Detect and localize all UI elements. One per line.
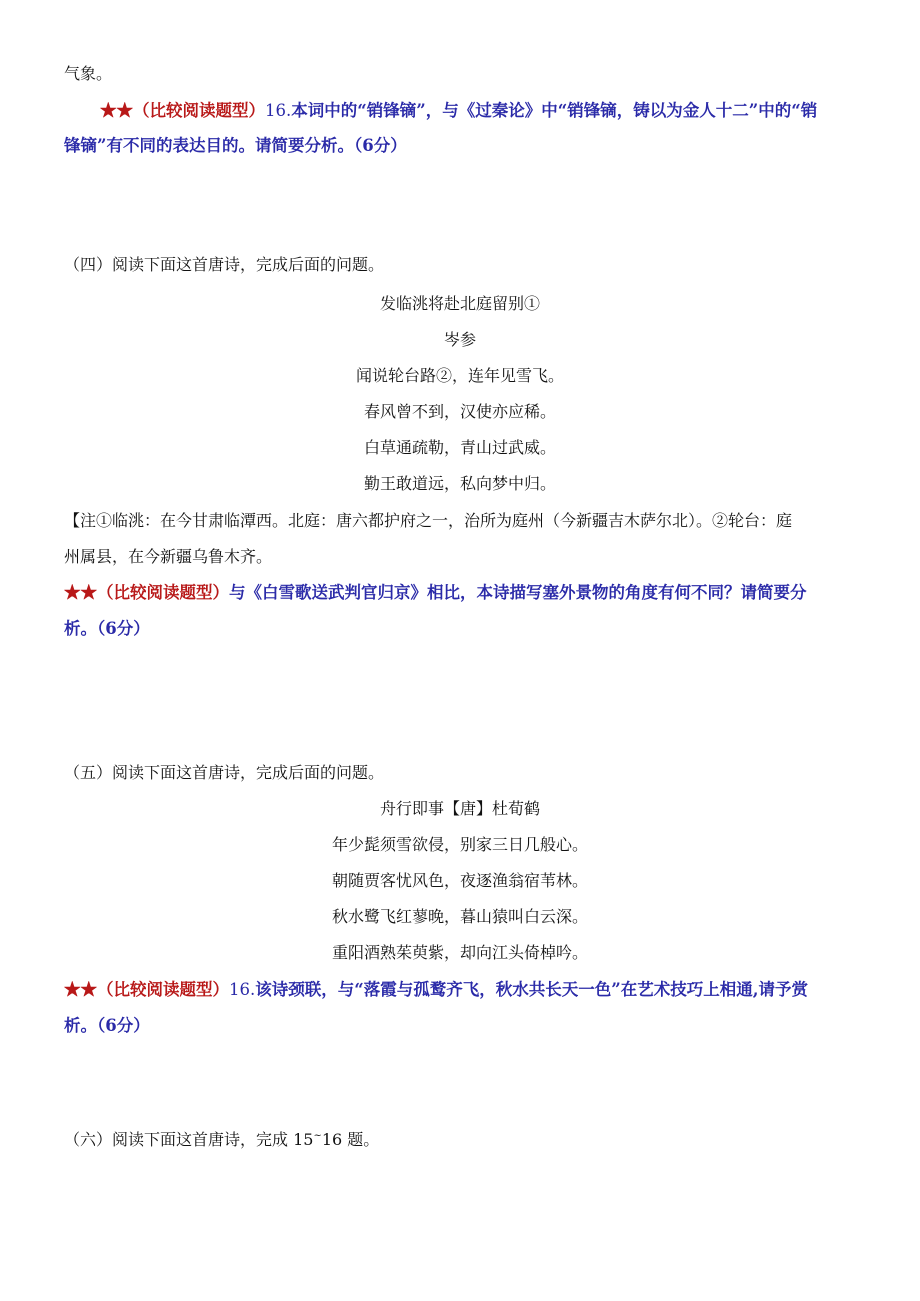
poem-5-title: 舟行即事【唐】杜荀鹤 — [379, 799, 540, 818]
question-number: 16. — [229, 980, 256, 999]
difficulty-stars: ★★ — [64, 980, 97, 999]
poem-4-note-line2: 州属县，在今新疆乌鲁木齐。 — [64, 547, 273, 566]
section-5-heading: （五）阅读下面这首唐诗，完成后面的问题。 — [64, 763, 385, 782]
question-type-tag: （比较阅读题型） — [133, 101, 265, 120]
poem-5-verse-3: 秋水鹭飞红蓼晚，暮山猿叫白云深。 — [331, 907, 588, 926]
section-6-heading-tail: 16 题。 — [321, 1130, 380, 1149]
poem-4-verse-3: 白草通疏勒，青山过武威。 — [363, 438, 556, 457]
question-type-tag: （比较阅读题型） — [97, 583, 229, 602]
difficulty-stars: ★★ — [64, 583, 97, 602]
range-tilde: ~ — [313, 1130, 322, 1142]
section-4-question-line2: 析。（6分） — [64, 619, 150, 638]
section-6-heading-text: （六）阅读下面这首唐诗，完成 15 — [64, 1130, 314, 1149]
question-text: 该诗颈联，与“落霞与孤鹜齐飞，秋水共长天一色”在艺术技巧上相通,请予赏 — [255, 980, 808, 999]
poem-4-title: 发临洮将赴北庭留别① — [379, 294, 540, 313]
poem-4-verse-1: 闻说轮台路②，连年见雪飞。 — [355, 366, 564, 385]
poem-4-verse-2: 春风曾不到，汉使亦应稀。 — [363, 402, 556, 421]
section-6-heading — [64, 1128, 856, 1152]
question-16-line1 — [100, 99, 856, 123]
difficulty-stars: ★★ — [100, 101, 133, 120]
poem-5-verse-1: 年少髭须雪欲侵，别家三日几般心。 — [331, 835, 588, 854]
poem-4-author: 岑参 — [443, 330, 476, 349]
section-5-question-line2: 析。（6分） — [64, 1016, 150, 1035]
question-type-tag: （比较阅读题型） — [97, 980, 229, 999]
question-16-line2: 锋镝”有不同的表达目的。请简要分析。（6分） — [64, 136, 407, 155]
intro-tail: 气象。 — [64, 64, 113, 83]
poem-5-verse-2: 朝随贾客忧风色，夜逐渔翁宿苇林。 — [331, 871, 588, 890]
question-number: 16. — [265, 101, 292, 120]
poem-5-verse-4: 重阳酒熟茱萸紫，却向江头倚棹吟。 — [331, 943, 588, 962]
section-4-question-line1 — [64, 581, 856, 605]
poem-4-note-line1: 【注①临洮：在今甘肃临潭西。北庭：唐六都护府之一，治所为庭州（今新疆吉木萨尔北）。②轮台：庭 — [64, 511, 793, 530]
poem-4-verse-4: 勤王敢道远，私向梦中归。 — [363, 474, 556, 493]
question-text: 与《白雪歌送武判官归京》相比，本诗描写塞外景物的角度有何不同？请简要分 — [229, 583, 807, 602]
question-text: 本词中的“销锋镝”，与《过秦论》中“销锋镝，铸以为金人十二”中的“销 — [291, 101, 818, 120]
section-5-question-line1 — [64, 978, 856, 1002]
section-4-heading: （四）阅读下面这首唐诗，完成后面的问题。 — [64, 255, 385, 274]
